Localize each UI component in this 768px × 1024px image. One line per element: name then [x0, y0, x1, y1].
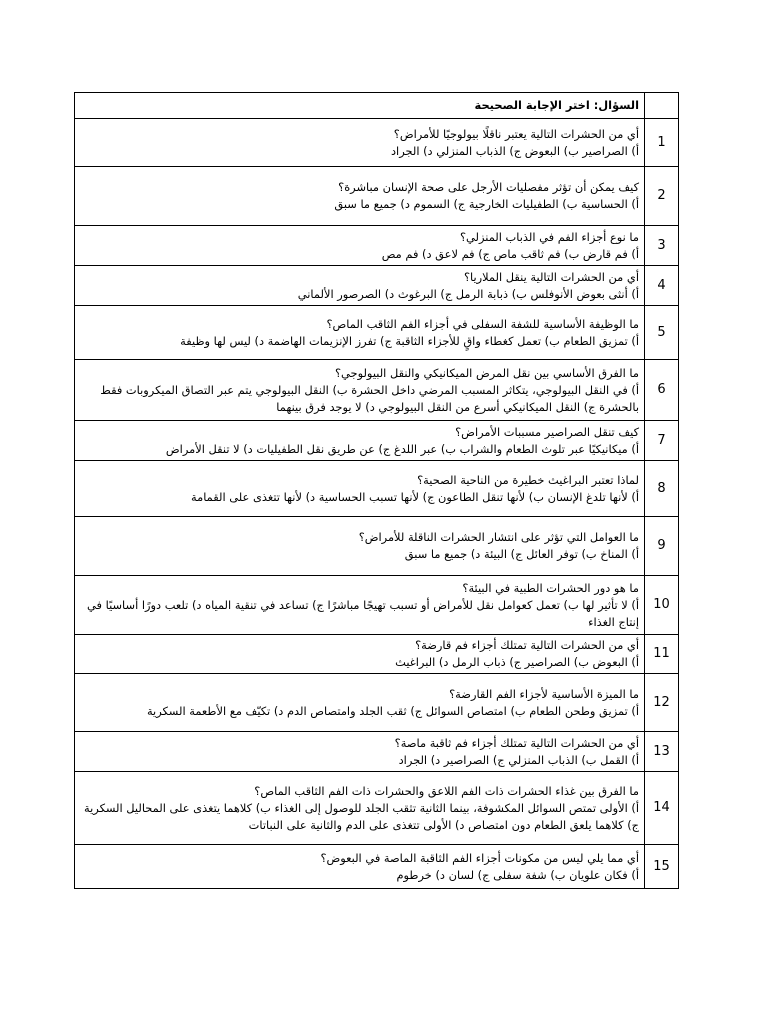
question-number: 5: [645, 306, 679, 360]
question-cell: [75, 674, 645, 732]
header-cell: [75, 93, 645, 119]
question-row: [75, 576, 679, 635]
answer-options: أ) في النقل البيولوجي، يتكاثر المسبب المرضي داخل الحشرة ب) النقل البيولوجي يتم عبر التصاق الميكروبات فقط بالحشرة ج) النقل الميكانيكي أسرع من النقل البيولوجي د) لا يوجد فرق بينهما: [100, 382, 639, 414]
question-text: ما هو دور الحشرات الطبية في البيئة؟: [462, 580, 639, 595]
question-text: ما الوظيفة الأساسية للشفة السفلى في أجزاء الفم الثاقب الماص؟: [326, 316, 639, 331]
question-row: [75, 461, 679, 517]
answer-options: أ) الصراصير ب) البعوض ج) الذباب المنزلي د) الجراد: [390, 143, 639, 158]
answer-options: أ) أنثى بعوض الأنوفلس ب) ذبابة الرمل ج) البرغوث د) الصرصور الألماني: [297, 286, 639, 301]
table-title: السؤال: اختر الإجابة الصحيحة: [474, 98, 639, 112]
question-cell: [75, 845, 645, 889]
question-cell: [75, 461, 645, 517]
question-cell: [75, 226, 645, 266]
question-cell: [75, 517, 645, 576]
question-number: 11: [645, 635, 679, 674]
answer-options: أ) لا تأثير لها ب) تعمل كعوامل نقل للأمراض أو تسبب تهيجًا مباشرًا ج) تساعد في تنقية المياه د) تلعب دورًا أساسيًا في إنتاج الغذاء: [87, 597, 639, 629]
question-number: 14: [645, 772, 679, 845]
question-cell: [75, 421, 645, 461]
question-number: 12: [645, 674, 679, 732]
question-row: [75, 517, 679, 576]
answer-options: أ) الأولى تمتص السوائل المكشوفة، بينما الثانية تثقب الجلد للوصول إلى الغذاء ب) كلاهما يتغذى على المحاليل السكرية ج) كلاهما يلعق الطعام دون امتصاص د) الأولى تتغذى على الدم والثانية على النباتات: [84, 800, 639, 832]
question-row: [75, 266, 679, 306]
question-row: [75, 226, 679, 266]
question-text: أي مما يلي ليس من مكونات أجزاء الفم الثاقبة الماصة في البعوض؟: [320, 850, 639, 865]
questions-table: [74, 92, 679, 889]
question-cell: [75, 732, 645, 772]
question-text: أي من الحشرات التالية يعتبر ناقلًا بيولوجيًا للأمراض؟: [393, 126, 639, 141]
question-row: [75, 306, 679, 360]
question-cell: [75, 360, 645, 421]
question-number: 8: [645, 461, 679, 517]
question-text: كيف يمكن أن تؤثر مفصليات الأرجل على صحة الإنسان مباشرة؟: [338, 180, 639, 194]
question-number: 3: [645, 226, 679, 266]
question-cell: [75, 635, 645, 674]
question-text: أي من الحشرات التالية ينقل الملاريا؟: [463, 269, 639, 284]
question-row: [75, 119, 679, 167]
answer-options: أ) تمزيق وطحن الطعام ب) امتصاص السوائل ج) ثقب الجلد وامتصاص الدم د) تكيّف مع الأطعمة السكرية: [146, 703, 639, 718]
question-text: لماذا تعتبر البراغيث خطيرة من الناحية الصحية؟: [417, 472, 639, 487]
question-row: [75, 772, 679, 845]
question-row: [75, 845, 679, 889]
answer-options: أ) المناخ ب) توفر العائل ج) البيئة د) جميع ما سبق: [404, 547, 639, 561]
question-number: 10: [645, 576, 679, 635]
question-text: ما الفرق الأساسي بين نقل المرض الميكانيكي والنقل البيولوجي؟: [335, 365, 639, 380]
question-number: 6: [645, 360, 679, 421]
question-number: 2: [645, 167, 679, 226]
number-header-cell: [645, 93, 679, 119]
question-number: 7: [645, 421, 679, 461]
question-number: 9: [645, 517, 679, 576]
question-cell: [75, 266, 645, 306]
answer-options: أ) فكان علويان ب) شفة سفلى ج) لسان د) خرطوم: [396, 867, 639, 882]
answer-options: أ) الحساسية ب) الطفيليات الخارجية ج) السموم د) جميع ما سبق: [334, 197, 639, 211]
question-row: [75, 635, 679, 674]
table-header-row: [75, 93, 679, 119]
question-number: 15: [645, 845, 679, 889]
answer-options: أ) ميكانيكيًا عبر تلوث الطعام والشراب ب) عبر اللدغ ج) عن طريق نقل الطفيليات د) لا تنقل الأمراض: [165, 441, 639, 456]
question-text: ما نوع أجزاء الفم في الذباب المنزلي؟: [459, 229, 639, 244]
question-row: [75, 167, 679, 226]
answer-options: أ) القمل ب) الذباب المنزلي ج) الصراصير د) الجراد: [398, 752, 639, 767]
question-text: كيف تنقل الصراصير مسببات الأمراض؟: [455, 424, 639, 439]
question-text: ما الفرق بين غذاء الحشرات ذات الفم اللاعق والحشرات ذات الفم الثاقب الماص؟: [254, 783, 639, 798]
question-text: أي من الحشرات التالية تمتلك أجزاء فم قارضة؟: [415, 638, 639, 652]
question-cell: [75, 772, 645, 845]
question-row: [75, 360, 679, 421]
question-number: 4: [645, 266, 679, 306]
answer-options: أ) البعوض ب) الصراصير ج) ذباب الرمل د) البراغيث: [395, 655, 639, 669]
answer-options: أ) تمزيق الطعام ب) تعمل كغطاء واقٍ للأجزاء الثاقبة ج) تفرز الإنزيمات الهاضمة د) ليس لها وظيفة: [180, 333, 639, 348]
question-row: [75, 421, 679, 461]
question-cell: [75, 167, 645, 226]
question-cell: [75, 119, 645, 167]
question-text: ما الميزة الأساسية لأجزاء الفم القارضة؟: [449, 686, 639, 701]
question-number: 1: [645, 119, 679, 167]
question-text: أي من الحشرات التالية تمتلك أجزاء فم ثاقبة ماصة؟: [394, 735, 639, 750]
answer-options: أ) لأنها تلدغ الإنسان ب) لأنها تنقل الطاعون ج) لأنها تسبب الحساسية د) لأنها تتغذى على القمامة: [191, 489, 639, 504]
question-cell: [75, 306, 645, 360]
question-number: 13: [645, 732, 679, 772]
question-cell: [75, 576, 645, 635]
question-row: [75, 732, 679, 772]
question-text: ما العوامل التي تؤثر على انتشار الحشرات الناقلة للأمراض؟: [358, 530, 639, 544]
question-row: [75, 674, 679, 732]
answer-options: أ) فم قارض ب) فم ثاقب ماص ج) فم لاعق د) فم مص: [381, 246, 639, 261]
